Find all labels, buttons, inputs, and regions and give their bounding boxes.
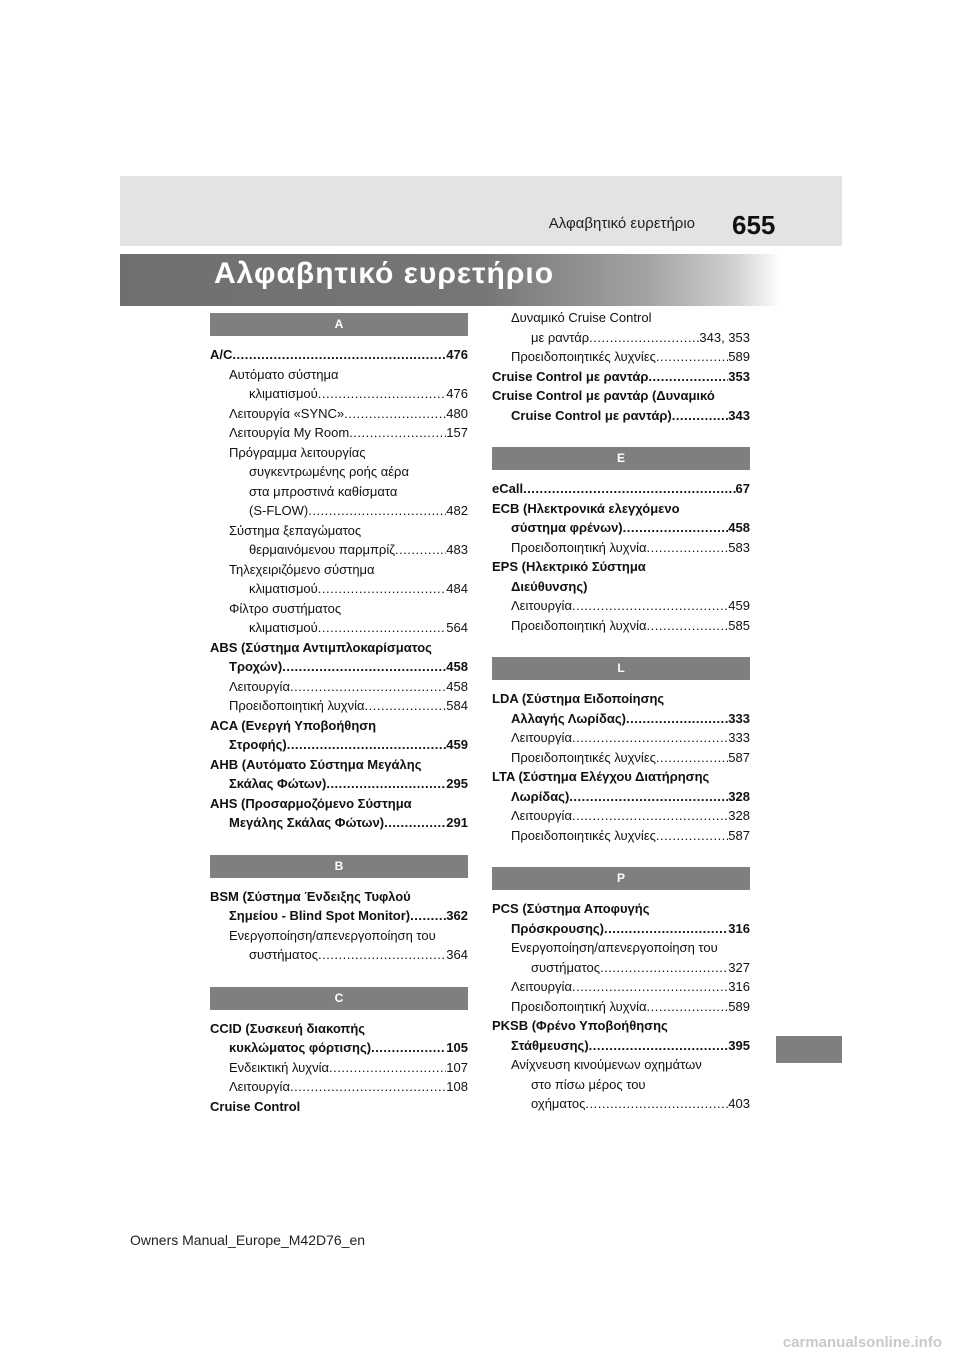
entry-term: Λειτουργία bbox=[511, 808, 572, 823]
section-header: E bbox=[492, 447, 750, 470]
dot-leader bbox=[290, 1077, 446, 1097]
dot-leader bbox=[647, 616, 729, 636]
entry-term: Τηλεχειριζόμενο σύστημα bbox=[229, 561, 375, 577]
index-entry bbox=[210, 1097, 468, 1117]
index-entry bbox=[210, 1019, 468, 1039]
entry-term: AHS (Προσαρμοζόμενο Σύστημα bbox=[210, 795, 412, 811]
entry-page-ref: 482 bbox=[446, 503, 468, 518]
entry-term: ECB (Ηλεκτρονικά ελεγχόμενο bbox=[492, 500, 680, 516]
dot-leader bbox=[384, 813, 446, 833]
dot-leader bbox=[572, 977, 728, 997]
index-entry bbox=[210, 462, 468, 482]
index-entry bbox=[210, 657, 468, 677]
entry-term: θερμαινόμενου παρμπρίζ bbox=[249, 542, 395, 557]
entry-term: Στάθμευσης) bbox=[511, 1037, 589, 1053]
index-entry bbox=[210, 443, 468, 463]
entry-term: Προειδοποιητική λυχνία bbox=[511, 998, 647, 1014]
dot-leader bbox=[318, 618, 447, 638]
entry-term: AHB (Αυτόματο Σύστημα Μεγάλης bbox=[210, 756, 422, 772]
entry-term: Λειτουργία bbox=[511, 598, 572, 613]
dot-leader bbox=[626, 709, 728, 729]
dot-leader bbox=[318, 945, 446, 965]
index-entry bbox=[492, 596, 750, 616]
dot-leader bbox=[600, 958, 728, 978]
entry-term: Λωρίδας) bbox=[511, 788, 570, 804]
entry-page-ref: 589 bbox=[728, 998, 750, 1014]
entry-term: Στροφής) bbox=[229, 737, 287, 752]
entry-page-ref: 564 bbox=[446, 620, 468, 635]
entry-term: ABS (Σύστημα Αντιμπλοκαρίσματος bbox=[210, 639, 432, 655]
index-entry bbox=[210, 404, 468, 424]
dot-leader bbox=[656, 347, 728, 367]
index-entry bbox=[210, 794, 468, 814]
dot-leader bbox=[656, 826, 728, 846]
index-entry bbox=[492, 308, 750, 328]
index-entry bbox=[492, 1016, 750, 1036]
entry-term: Ενεργοποίηση/απενεργοποίηση του bbox=[229, 927, 436, 943]
entry-term: Διεύθυνσης) bbox=[511, 578, 588, 594]
entry-term: Ανίχνευση κινούμενων οχημάτων bbox=[511, 1057, 702, 1072]
dot-leader bbox=[572, 596, 728, 616]
index-entry bbox=[492, 1094, 750, 1114]
entry-page-ref: 364 bbox=[446, 947, 468, 962]
index-entry bbox=[492, 1036, 750, 1056]
index-entry bbox=[210, 423, 468, 443]
index-entry bbox=[492, 557, 750, 577]
dot-leader bbox=[648, 367, 728, 387]
index-entry bbox=[492, 709, 750, 729]
entry-term: Αλλαγής Λωρίδας) bbox=[511, 710, 627, 726]
dot-leader bbox=[318, 579, 447, 599]
entry-term: συστήματος bbox=[531, 959, 600, 975]
index-entry bbox=[210, 774, 468, 794]
entry-term: Ενδεικτική λυχνία bbox=[229, 1059, 329, 1075]
entry-page-ref: 157 bbox=[446, 425, 468, 440]
index-entry bbox=[210, 599, 468, 619]
entry-page-ref: 585 bbox=[728, 617, 750, 633]
dot-leader bbox=[647, 997, 729, 1017]
entry-term: Πρόσκρουσης) bbox=[511, 920, 604, 936]
dot-leader bbox=[329, 1058, 446, 1078]
entry-page-ref: 589 bbox=[728, 349, 750, 364]
index-entry bbox=[210, 521, 468, 541]
entry-page-ref: 458 bbox=[446, 659, 468, 674]
entry-term: Προειδοποιητικές λυχνίες bbox=[511, 349, 656, 364]
entry-page-ref: 105 bbox=[446, 1040, 468, 1055]
entry-term: κλιματισμού bbox=[249, 581, 318, 596]
entry-term: eCall bbox=[492, 481, 524, 496]
running-header: Αλφαβητικό ευρετήριο bbox=[548, 215, 695, 232]
entry-term: Ενεργοποίηση/απενεργοποίηση του bbox=[511, 940, 718, 955]
dot-leader bbox=[589, 1036, 729, 1056]
entry-page-ref: 67 bbox=[735, 481, 750, 496]
dot-leader bbox=[672, 406, 729, 426]
index-entry bbox=[492, 406, 750, 426]
entry-page-ref: 459 bbox=[728, 598, 750, 613]
index-entry bbox=[492, 689, 750, 709]
index-entry bbox=[210, 482, 468, 502]
entry-term: Προειδοποιητική λυχνία bbox=[511, 617, 647, 633]
dot-leader bbox=[589, 328, 699, 348]
entry-page-ref: 476 bbox=[446, 386, 468, 401]
entry-term: Λειτουργία bbox=[229, 1079, 290, 1094]
entry-term: A/C bbox=[210, 347, 233, 362]
footer-text: Owners Manual_Europe_M42D76_en bbox=[130, 1232, 366, 1248]
dot-leader bbox=[349, 423, 446, 443]
dot-leader bbox=[326, 774, 446, 794]
dot-leader bbox=[623, 518, 729, 538]
dot-leader bbox=[585, 1094, 728, 1114]
index-entry bbox=[492, 347, 750, 367]
section-spacer bbox=[492, 635, 750, 657]
index-entry bbox=[492, 787, 750, 807]
index-entry bbox=[210, 887, 468, 907]
dot-leader bbox=[572, 806, 728, 826]
entry-term: ACA (Ενεργή Υποβοήθηση bbox=[210, 717, 377, 733]
entry-term: Cruise Control bbox=[210, 1098, 301, 1114]
index-entry bbox=[210, 813, 468, 833]
index-entry bbox=[210, 638, 468, 658]
dot-leader bbox=[365, 696, 447, 716]
index-entry bbox=[492, 499, 750, 519]
entry-term: (S-FLOW) bbox=[249, 503, 309, 518]
entry-page-ref: 484 bbox=[446, 581, 468, 596]
page-title: Αλφαβητικό ευρετήριο bbox=[214, 257, 555, 290]
entry-term: CCID (Συσκευή διακοπής bbox=[210, 1020, 366, 1036]
section-spacer bbox=[210, 833, 468, 855]
section-spacer bbox=[210, 965, 468, 987]
index-entry bbox=[210, 560, 468, 580]
entry-page-ref: 316 bbox=[728, 979, 750, 994]
entry-term: κυκλώματος φόρτισης) bbox=[229, 1040, 372, 1055]
entry-term: με ραντάρ bbox=[531, 329, 590, 345]
index-column-right bbox=[492, 308, 750, 1114]
index-column-left bbox=[210, 313, 468, 1116]
dot-leader bbox=[647, 538, 729, 558]
entry-term: Λειτουργία bbox=[229, 678, 290, 694]
dot-leader bbox=[290, 677, 446, 697]
index-entry bbox=[492, 1055, 750, 1075]
index-entry bbox=[492, 518, 750, 538]
index-entry bbox=[492, 386, 750, 406]
entry-page-ref: 295 bbox=[446, 776, 468, 791]
index-entry bbox=[210, 906, 468, 926]
dot-leader bbox=[344, 404, 446, 424]
page-number: 655 bbox=[732, 210, 776, 240]
entry-page-ref: 333 bbox=[728, 730, 750, 745]
dot-leader bbox=[395, 540, 446, 560]
index-entry bbox=[210, 755, 468, 775]
dot-leader bbox=[371, 1038, 446, 1058]
entry-page-ref: 480 bbox=[446, 405, 468, 421]
index-entry bbox=[210, 1038, 468, 1058]
entry-page-ref: 458 bbox=[446, 678, 468, 694]
index-entry bbox=[210, 945, 468, 965]
dot-leader bbox=[523, 479, 735, 499]
entry-term: Δυναμικό Cruise Control bbox=[511, 310, 652, 325]
entry-term: PKSB (Φρένο Υποβοήθησης bbox=[492, 1018, 668, 1033]
index-entry bbox=[492, 806, 750, 826]
index-entry bbox=[492, 328, 750, 348]
entry-term: οχήματος bbox=[531, 1096, 586, 1111]
entry-term: LTA (Σύστημα Ελέγχου Διατήρησης bbox=[492, 769, 710, 784]
index-entry bbox=[210, 735, 468, 755]
entry-term: EPS (Ηλεκτρικό Σύστημα bbox=[492, 559, 646, 574]
entry-page-ref: 403 bbox=[728, 1096, 750, 1111]
entry-page-ref: 476 bbox=[446, 347, 468, 362]
section-header: L bbox=[492, 657, 750, 680]
entry-term: Σύστημα ξεπαγώματος bbox=[229, 522, 362, 538]
entry-page-ref: 328 bbox=[728, 808, 750, 823]
entry-page-ref: 291 bbox=[446, 815, 468, 830]
entry-page-ref: 343 bbox=[728, 407, 750, 423]
dot-leader bbox=[569, 787, 728, 807]
index-entry bbox=[492, 1075, 750, 1095]
index-entry bbox=[210, 618, 468, 638]
index-entry bbox=[492, 919, 750, 939]
index-entry bbox=[492, 479, 750, 499]
entry-term: Cruise Control με ραντάρ bbox=[492, 368, 649, 384]
entry-term: Τροχών) bbox=[229, 659, 283, 674]
chapter-tab bbox=[776, 1036, 842, 1063]
entry-page-ref: 327 bbox=[728, 959, 750, 975]
dot-leader bbox=[287, 735, 447, 755]
entry-page-ref: 459 bbox=[446, 737, 468, 752]
entry-term: Αυτόματο σύστημα bbox=[229, 366, 339, 382]
index-entry bbox=[492, 977, 750, 997]
entry-term: Λειτουργία bbox=[511, 979, 572, 994]
index-entry bbox=[210, 677, 468, 697]
index-entry bbox=[210, 716, 468, 736]
entry-page-ref: 483 bbox=[446, 542, 468, 557]
entry-page-ref: 108 bbox=[446, 1079, 468, 1094]
entry-page-ref: 107 bbox=[446, 1059, 468, 1075]
entry-term: Προειδοποιητικές λυχνίες bbox=[511, 749, 656, 765]
entry-term: κλιματισμού bbox=[249, 620, 318, 635]
index-entry bbox=[492, 767, 750, 787]
index-entry bbox=[492, 616, 750, 636]
dot-leader bbox=[282, 657, 446, 677]
entry-term: Λειτουργία My Room bbox=[229, 425, 350, 440]
entry-page-ref: 353 bbox=[728, 368, 750, 384]
index-entry bbox=[210, 1077, 468, 1097]
entry-term: BSM (Σύστημα Ένδειξης Τυφλού bbox=[210, 888, 411, 904]
dot-leader bbox=[410, 906, 446, 926]
entry-page-ref: 583 bbox=[728, 539, 750, 555]
entry-term: PCS (Σύστημα Αποφυγής bbox=[492, 901, 650, 916]
index-entry bbox=[210, 926, 468, 946]
entry-page-ref: 587 bbox=[728, 827, 750, 843]
section-header: A bbox=[210, 313, 468, 336]
entry-page-ref: 328 bbox=[728, 788, 750, 804]
index-entry bbox=[210, 1058, 468, 1078]
section-spacer bbox=[492, 425, 750, 447]
index-entry bbox=[492, 958, 750, 978]
entry-page-ref: 458 bbox=[728, 520, 750, 535]
index-entry bbox=[210, 501, 468, 521]
index-entry bbox=[210, 384, 468, 404]
entry-page-ref: 362 bbox=[446, 908, 468, 923]
entry-term: κλιματισμού bbox=[249, 386, 318, 401]
index-entry bbox=[210, 365, 468, 385]
entry-page-ref: 584 bbox=[446, 698, 468, 713]
section-spacer bbox=[492, 845, 750, 867]
index-entry bbox=[492, 367, 750, 387]
dot-leader bbox=[572, 728, 728, 748]
dot-leader bbox=[308, 501, 446, 521]
entry-term: Cruise Control με ραντάρ) bbox=[511, 407, 672, 423]
index-entry bbox=[492, 538, 750, 558]
dot-leader bbox=[604, 919, 728, 939]
index-entry bbox=[492, 899, 750, 919]
entry-term: σύστημα φρένων) bbox=[511, 520, 623, 535]
index-entry bbox=[210, 579, 468, 599]
entry-page-ref: 343, 353 bbox=[699, 329, 750, 345]
entry-page-ref: 316 bbox=[728, 920, 750, 936]
entry-term: στα μπροστινά καθίσματα bbox=[249, 483, 398, 499]
entry-term: Προειδοποιητική λυχνία bbox=[511, 539, 647, 555]
index-entry bbox=[492, 826, 750, 846]
entry-term: Φίλτρο συστήματος bbox=[229, 600, 342, 616]
entry-term: Σκάλας Φώτων) bbox=[229, 776, 327, 791]
index-entry bbox=[492, 577, 750, 597]
section-header: C bbox=[210, 987, 468, 1010]
entry-page-ref: 587 bbox=[728, 749, 750, 765]
index-entry bbox=[492, 728, 750, 748]
entry-term: Cruise Control με ραντάρ (Δυναμικό bbox=[492, 388, 715, 403]
watermark: carmanualsonline.info bbox=[782, 1334, 942, 1351]
dot-leader bbox=[318, 384, 447, 404]
index-entry bbox=[210, 345, 468, 365]
index-entry bbox=[210, 540, 468, 560]
section-header: P bbox=[492, 867, 750, 890]
entry-term: συστήματος bbox=[249, 947, 318, 962]
index-entry bbox=[492, 748, 750, 768]
index-entry bbox=[492, 938, 750, 958]
entry-term: Λειτουργία bbox=[511, 730, 572, 745]
entry-term: Μεγάλης Σκάλας Φώτων) bbox=[229, 815, 385, 830]
entry-term: στο πίσω μέρος του bbox=[531, 1076, 646, 1092]
dot-leader bbox=[656, 748, 728, 768]
index-entry bbox=[492, 997, 750, 1017]
entry-term: LDA (Σύστημα Ειδοποίησης bbox=[492, 691, 665, 706]
entry-term: Λειτουργία «SYNC» bbox=[229, 405, 345, 421]
entry-term: Προειδοποιητική λυχνία bbox=[229, 698, 365, 713]
entry-term: Σημείου - Blind Spot Monitor) bbox=[229, 908, 411, 923]
entry-term: Προειδοποιητικές λυχνίες bbox=[511, 827, 656, 843]
index-entry bbox=[210, 696, 468, 716]
entry-page-ref: 395 bbox=[728, 1037, 750, 1053]
entry-term: συγκεντρωμένης ροής αέρα bbox=[249, 464, 409, 479]
entry-page-ref: 333 bbox=[728, 710, 750, 726]
section-header: B bbox=[210, 855, 468, 878]
entry-term: Πρόγραμμα λειτουργίας bbox=[229, 444, 366, 460]
dot-leader bbox=[232, 345, 446, 365]
